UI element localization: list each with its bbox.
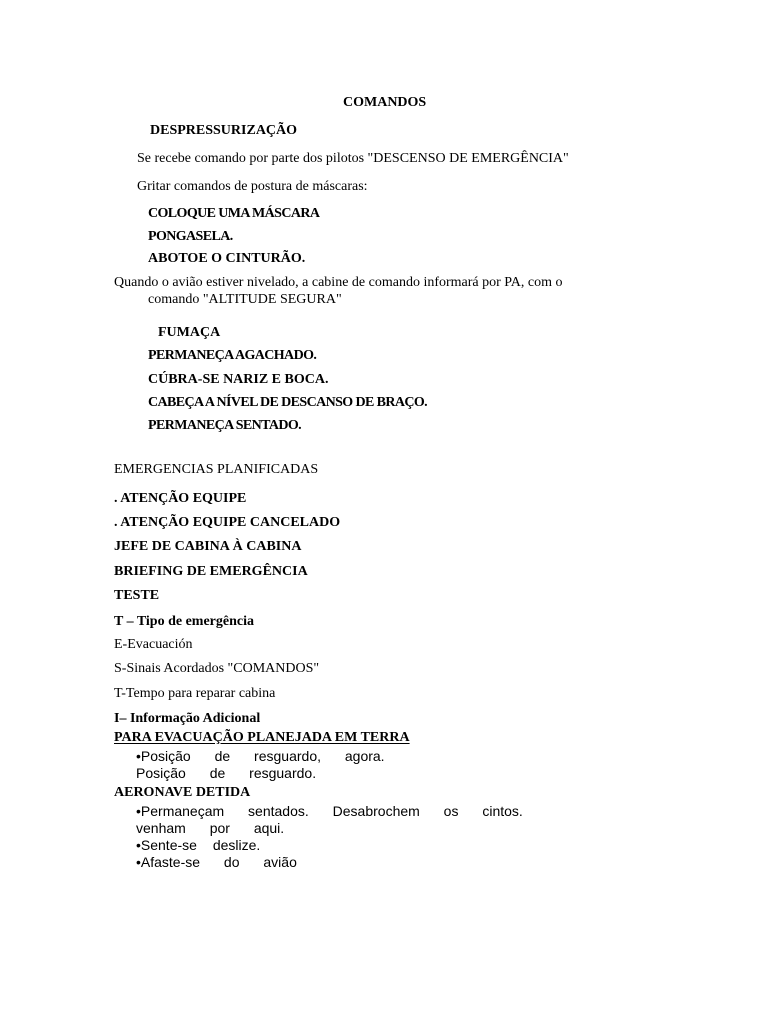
planificadas-item-1: . ATENÇÃO EQUIPE [114,491,247,506]
aeronave-line-2: venham por aqui. [136,820,285,836]
teste-t-line: T – Tipo de emergência [114,614,254,629]
teste-s-line: S-Sinais Acordados "COMANDOS" [114,661,320,676]
evacuacao-heading: PARA EVACUAÇÃO PLANEJADA EM TERRA [114,730,410,745]
teste-t2-line: T-Tempo para reparar cabina [114,686,276,701]
despressurizacao-line-2: Gritar comandos de postura de máscaras: [137,179,368,194]
mask-command-2: PONGASELA. [148,229,233,244]
aeronave-bullet-1: •Permaneçam sentados. Desabrochem os cintos. [136,803,523,819]
document-title: COMANDOS [343,95,427,110]
planificadas-item-5: TESTE [114,588,160,603]
smoke-command-1: PERMANEÇA AGACHADO. [148,348,317,363]
teste-e-line: E-Evacuación [114,637,193,652]
level-info-line-1: Quando o avião estiver nivelado, a cabine de comando informará por PA, com o [114,275,563,290]
aeronave-bullet-3: •Afaste-se do avião [136,854,297,870]
aeronave-heading: AERONAVE DETIDA [114,785,251,800]
planificadas-item-3: JEFE DE CABINA À CABINA [114,539,302,554]
evacuacao-line-2: Posição de resguardo. [136,765,317,781]
fumaca-heading: FUMAÇA [158,325,221,340]
despressurizacao-line-1: Se recebe comando por parte dos pilotos "DESCENSO DE EMERGÊNCIA" [137,151,569,166]
evacuacao-bullet-1: •Posição de resguardo, agora. [136,748,385,764]
planificadas-item-2: . ATENÇÃO EQUIPE CANCELADO [114,515,341,530]
aeronave-bullet-2: •Sente-se deslize. [136,837,261,853]
mask-command-3: ABOTOE O CINTURÃO. [148,251,306,266]
teste-i-line: I– Informação Adicional [114,711,261,726]
mask-command-1: COLOQUE UMA MÁSCARA [148,206,320,221]
level-info-line-2: comando "ALTITUDE SEGURA" [148,292,342,307]
planificadas-heading: EMERGENCIAS PLANIFICADAS [114,462,319,477]
planificadas-item-4: BRIEFING DE EMERGÊNCIA [114,564,308,579]
smoke-command-3: CABEÇA A NÍVEL DE DESCANSO DE BRAÇO. [148,395,428,410]
smoke-command-4: PERMANEÇA SENTADO. [148,418,302,433]
smoke-command-2: CÚBRA-SE NARIZ E BOCA. [148,372,329,387]
despressurizacao-heading: DESPRESSURIZAÇÃO [150,123,298,138]
